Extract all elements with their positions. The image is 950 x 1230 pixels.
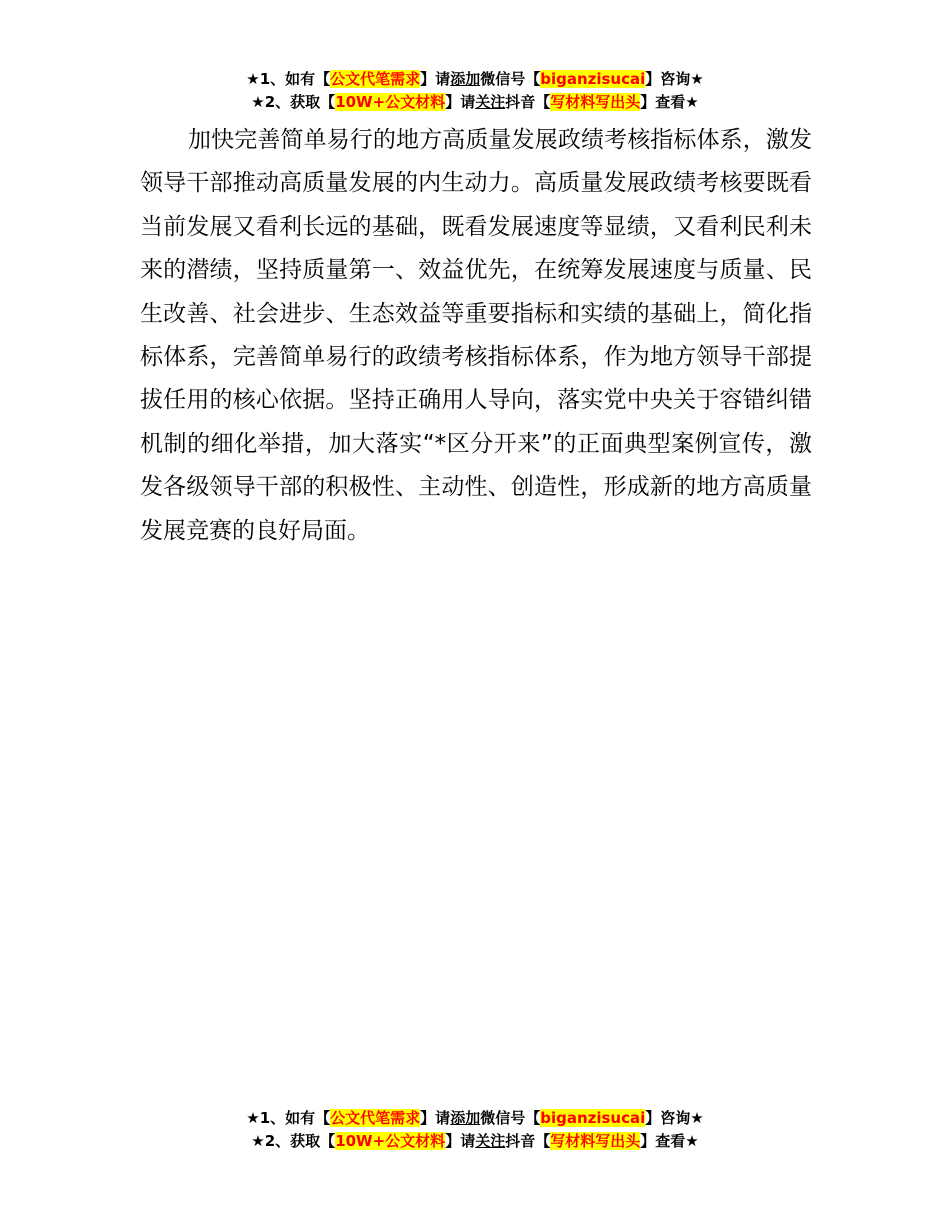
banner-line-1 [0,1107,950,1130]
banner-text: 】请 [420,70,451,88]
header-banner [0,68,950,114]
banner-text: 】请 [445,93,476,111]
highlighted-keyword: 10W+公文材料 [335,93,446,111]
underlined-keyword: 关注 [475,93,506,111]
banner-text: 】咨询★ [645,70,704,88]
underlined-keyword: 添加 [450,1109,481,1127]
banner-line-2 [0,1130,950,1153]
banner-line-2 [0,91,950,114]
wechat-id: biganzisucai [540,1109,646,1127]
banner-text: ★1、如有【 [246,70,331,88]
underlined-keyword: 关注 [475,1132,506,1150]
wechat-id: biganzisucai [540,70,646,88]
banner-text: 】查看★ [640,93,699,111]
banner-line-1 [0,68,950,91]
underlined-keyword: 添加 [450,70,481,88]
banner-text: 微信号【 [480,1109,541,1127]
highlighted-keyword: 公文代笔需求 [330,70,421,88]
banner-text: 】请 [445,1132,476,1150]
banner-text: 】请 [420,1109,451,1127]
banner-text: 】咨询★ [645,1109,704,1127]
banner-text: 】查看★ [640,1132,699,1150]
banner-text: ★2、获取【 [251,1132,336,1150]
banner-text: 抖音【 [505,93,551,111]
highlighted-keyword: 公文代笔需求 [330,1109,421,1127]
banner-text: 微信号【 [480,70,541,88]
banner-text: ★1、如有【 [246,1109,331,1127]
highlighted-keyword: 10W+公文材料 [335,1132,446,1150]
banner-text: ★2、获取【 [251,93,336,111]
body-paragraph: 加快完善简单易行的地方高质量发展政绩考核指标体系，激发领导干部推动高质量发展的内生动力。高质量发展政绩考核要既看当前发展又看利长远的基础，既看发展速度等显绩，又看利民利未来的潜绩，坚持质量第一、效益优先，在统筹发展速度与质量、民生改善、社会进步、生态效益等重要指标和实绩的基础上，简化指标体系，完善简单易行的政绩考核指标体系，作为地方领导干部提拔任用的核心依据。坚持正确用人导向，落实党中央关于容错纠错机制的细化举措，加大落实“*区分开来”的正面典型案例宣传，激发各级领导干部的积极性、主动性、创造性，形成新的地方高质量发展竞赛的良好局面。 [140,127,812,544]
douyin-account: 写材料写出头 [550,93,641,111]
footer-banner [0,1107,950,1153]
banner-text: 抖音【 [505,1132,551,1150]
douyin-account: 写材料写出头 [550,1132,641,1150]
